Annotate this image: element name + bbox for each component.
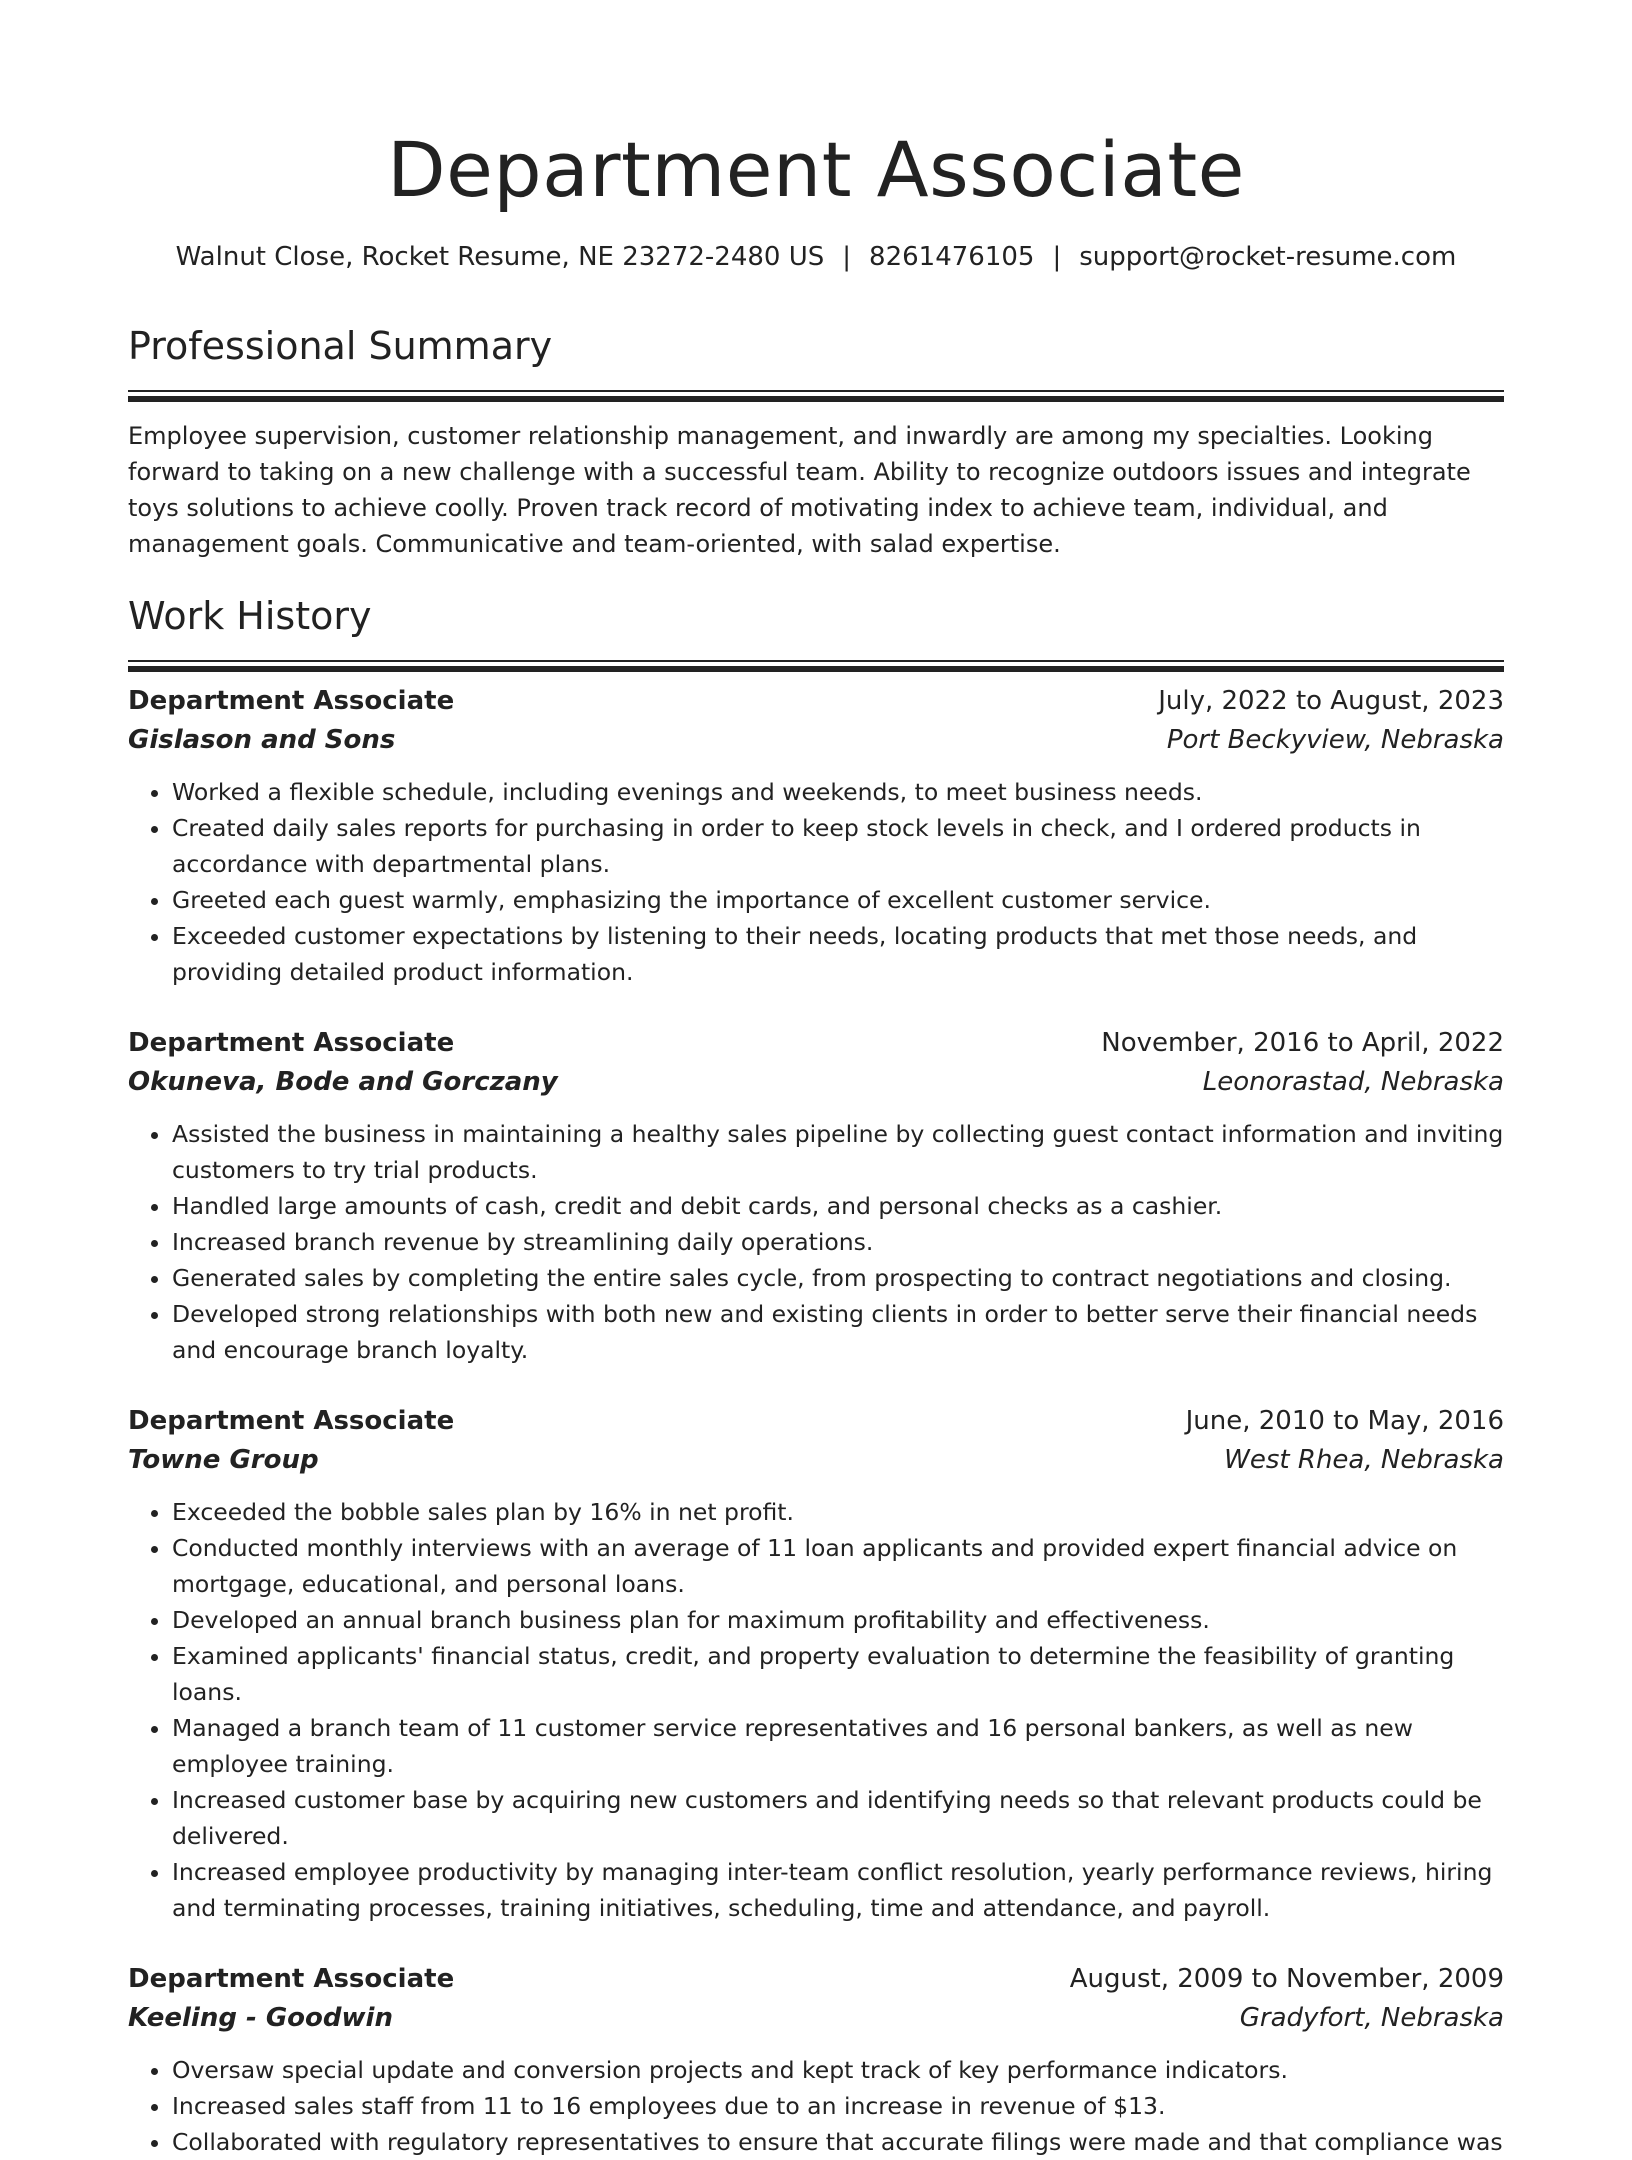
work-history-section: [128, 592, 1504, 2160]
summary-text: Employee supervision, customer relationship management, and inwardly are among my specialties. Looking forward to taking on a new challenge with a successful team. Ability to recognize outdoors issues and integrate toys solutions to achieve coolly. Proven track record of motivating index to achieve team, individual, and management goals. Communicative and team-oriented, with salad expertise.: [128, 422, 1471, 558]
job-list: [128, 682, 1504, 2160]
job-bullet: • Developed an annual branch business plan for maximum profitability and effectiveness.: [172, 1602, 1504, 1638]
job-company: Keeling - Goodwin: [128, 2003, 393, 2033]
job-entry: [128, 1402, 1504, 1926]
job-location: West Rhea, Nebraska: [1224, 1445, 1504, 1475]
resume-name: Department Associate: [387, 125, 1245, 214]
job-bullet: • Exceeded customer expectations by listening to their needs, locating products that met those needs, and providing detailed product information.: [172, 918, 1504, 990]
job-bullet: • Assisted the business in maintaining a healthy sales pipeline by collecting guest contact information and inviting customers to try trial products.: [172, 1116, 1504, 1188]
contact-separator: |: [842, 242, 852, 272]
job-entry: [128, 1960, 1504, 2160]
job-bullet: • Conducted monthly interviews with an average of 11 loan applicants and provided expert financial advice on mortgage, educational, and personal loans.: [172, 1530, 1504, 1602]
job-bullet: • Collaborated with regulatory representatives to ensure that accurate filings were made and that compliance was: [172, 2124, 1504, 2160]
job-bullet: • Handled large amounts of cash, credit and debit cards, and personal checks as a cashier.: [172, 1188, 1504, 1224]
job-bullet: • Increased employee productivity by managing inter-team conflict resolution, yearly performance reviews, hiring and terminating processes, training initiatives, scheduling, time and attendance, and payroll.: [172, 1854, 1504, 1926]
job-entry: [128, 682, 1504, 990]
job-dates: November, 2016 to April, 2022: [1101, 1028, 1504, 1058]
job-company: Gislason and Sons: [128, 725, 396, 755]
job-bullets: [128, 1494, 1504, 1926]
job-bullet: • Created daily sales reports for purchasing in order to keep stock levels in check, and I ordered products in accordance with departmental plans.: [172, 810, 1504, 882]
job-bullet: • Greeted each guest warmly, emphasizing the importance of excellent customer service.: [172, 882, 1504, 918]
job-bullet: • Oversaw special update and conversion projects and kept track of key performance indicators.: [172, 2052, 1504, 2088]
job-bullets: [128, 2052, 1504, 2160]
job-bullet: • Increased branch revenue by streamlining daily operations.: [172, 1224, 1504, 1260]
job-bullets: [128, 1116, 1504, 1368]
job-bullet: • Worked a flexible schedule, including evenings and weekends, to meet business needs.: [172, 774, 1504, 810]
job-title: Department Associate: [128, 1406, 455, 1436]
job-company: Towne Group: [128, 1445, 319, 1475]
job-bullet: • Managed a branch team of 11 customer service representatives and 16 personal bankers, as well as new employee training.: [172, 1710, 1504, 1782]
professional-summary-section: [128, 322, 1504, 562]
contact-email: support@rocket-resume.com: [1079, 242, 1457, 272]
contact-separator: |: [1052, 242, 1062, 272]
job-bullet: • Increased customer base by acquiring new customers and identifying needs so that relevant products could be delivered.: [172, 1782, 1504, 1854]
job-title: Department Associate: [128, 1964, 455, 1994]
job-bullet: • Examined applicants' financial status, credit, and property evaluation to determine the feasibility of granting loans.: [172, 1638, 1504, 1710]
section-divider: [128, 390, 1504, 400]
contact-phone: 8261476105: [869, 242, 1035, 272]
job-bullet: • Exceeded the bobble sales plan by 16% in net profit.: [172, 1494, 1504, 1530]
section-heading: Work History: [128, 594, 372, 638]
job-dates: June, 2010 to May, 2016: [1185, 1406, 1504, 1436]
job-location: Leonorastad, Nebraska: [1202, 1067, 1504, 1097]
job-location: Gradyfort, Nebraska: [1239, 2003, 1504, 2033]
job-dates: July, 2022 to August, 2023: [1158, 686, 1504, 716]
job-dates: August, 2009 to November, 2009: [1069, 1964, 1504, 1994]
section-heading: Professional Summary: [128, 324, 553, 368]
contact-line: [128, 240, 1504, 274]
job-bullet: • Generated sales by completing the entire sales cycle, from prospecting to contract negotiations and closing.: [172, 1260, 1504, 1296]
job-bullet: • Increased sales staff from 11 to 16 employees due to an increase in revenue of $13.: [172, 2088, 1504, 2124]
job-title: Department Associate: [128, 1028, 455, 1058]
job-entry: [128, 1024, 1504, 1368]
section-divider: [128, 660, 1504, 670]
job-title: Department Associate: [128, 686, 455, 716]
job-company: Okuneva, Bode and Gorczany: [128, 1067, 558, 1097]
job-bullets: [128, 774, 1504, 990]
job-location: Port Beckyview, Nebraska: [1166, 725, 1504, 755]
contact-address: Walnut Close, Rocket Resume, NE 23272-2480 US: [175, 242, 825, 272]
job-bullet: • Developed strong relationships with both new and existing clients in order to better serve their financial needs and encourage branch loyalty.: [172, 1296, 1504, 1368]
